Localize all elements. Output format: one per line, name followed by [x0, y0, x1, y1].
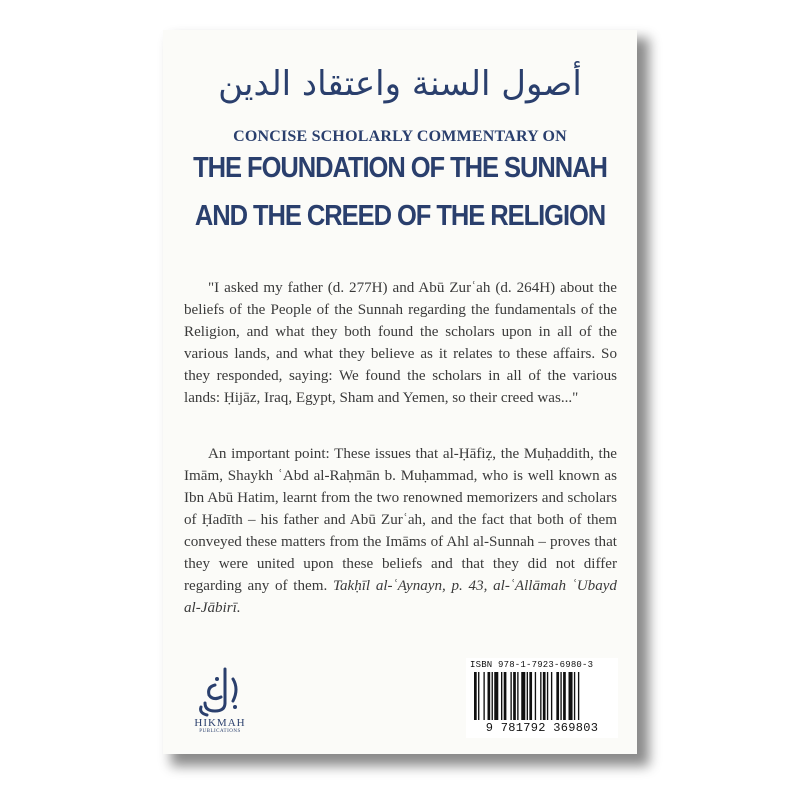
isbn-label: ISBN 978-1-7923-6980-3	[470, 660, 594, 670]
cover-title-line-2: AND THE CREED OF THE RELIGION	[194, 200, 606, 232]
publisher-name: HIKMAH	[194, 717, 246, 729]
publisher-sub: PUBLICATIONS	[199, 729, 241, 734]
publisher-emblem-icon	[195, 665, 245, 717]
barcode	[466, 658, 618, 738]
citation: Takḥīl al-ʿAynayn, p. 43, al-ʿAllāmah ʿUbayd al-Jābirī.	[184, 578, 617, 616]
barcode-number: 9 781792 369803	[485, 721, 599, 735]
publisher-logo	[185, 665, 255, 745]
quote-paragraph	[184, 277, 617, 409]
important-point-paragraph	[184, 443, 617, 619]
quote-text: "I asked my father (d. 277H) and Abū Zurʿah (d. 264H) about the beliefs of the People of the Sunnah regarding the fundamentals of the Religion, and what they both found the scholars upon in all of the various lands, and what they believe as it relates to these affairs. So they responded, saying: We found the scholars in all of the various lands: Ḥijāz, Iraq, Egypt, Sham and Yemen, so their creed was..."	[184, 280, 617, 406]
barcode-bars	[474, 672, 610, 722]
arabic-title: أصول السنة واعتقاد الدين	[218, 64, 582, 104]
cover-title-line-1: THE FOUNDATION OF THE SUNNAH	[193, 152, 607, 184]
book-back-cover	[163, 30, 637, 754]
cover-subtitle: CONCISE SCHOLARLY COMMENTARY ON	[233, 128, 567, 145]
point-text: An important point: These issues that al-Ḥāfiẓ, the Muḥaddith, the Imām, Shaykh ʿAbd al-Raḥmān b. Muḥammad, who is well known as Ibn Abū Hatim, learnt from the two renowned memorizers and scholars of Ḥadīth – his father and Abū Zurʿah, and the fact that both of them conveyed these matters from the Imāms of Ahl al-Sunnah – proves that they were united upon these beliefs and that they did not differ regarding any of them.	[184, 446, 617, 594]
